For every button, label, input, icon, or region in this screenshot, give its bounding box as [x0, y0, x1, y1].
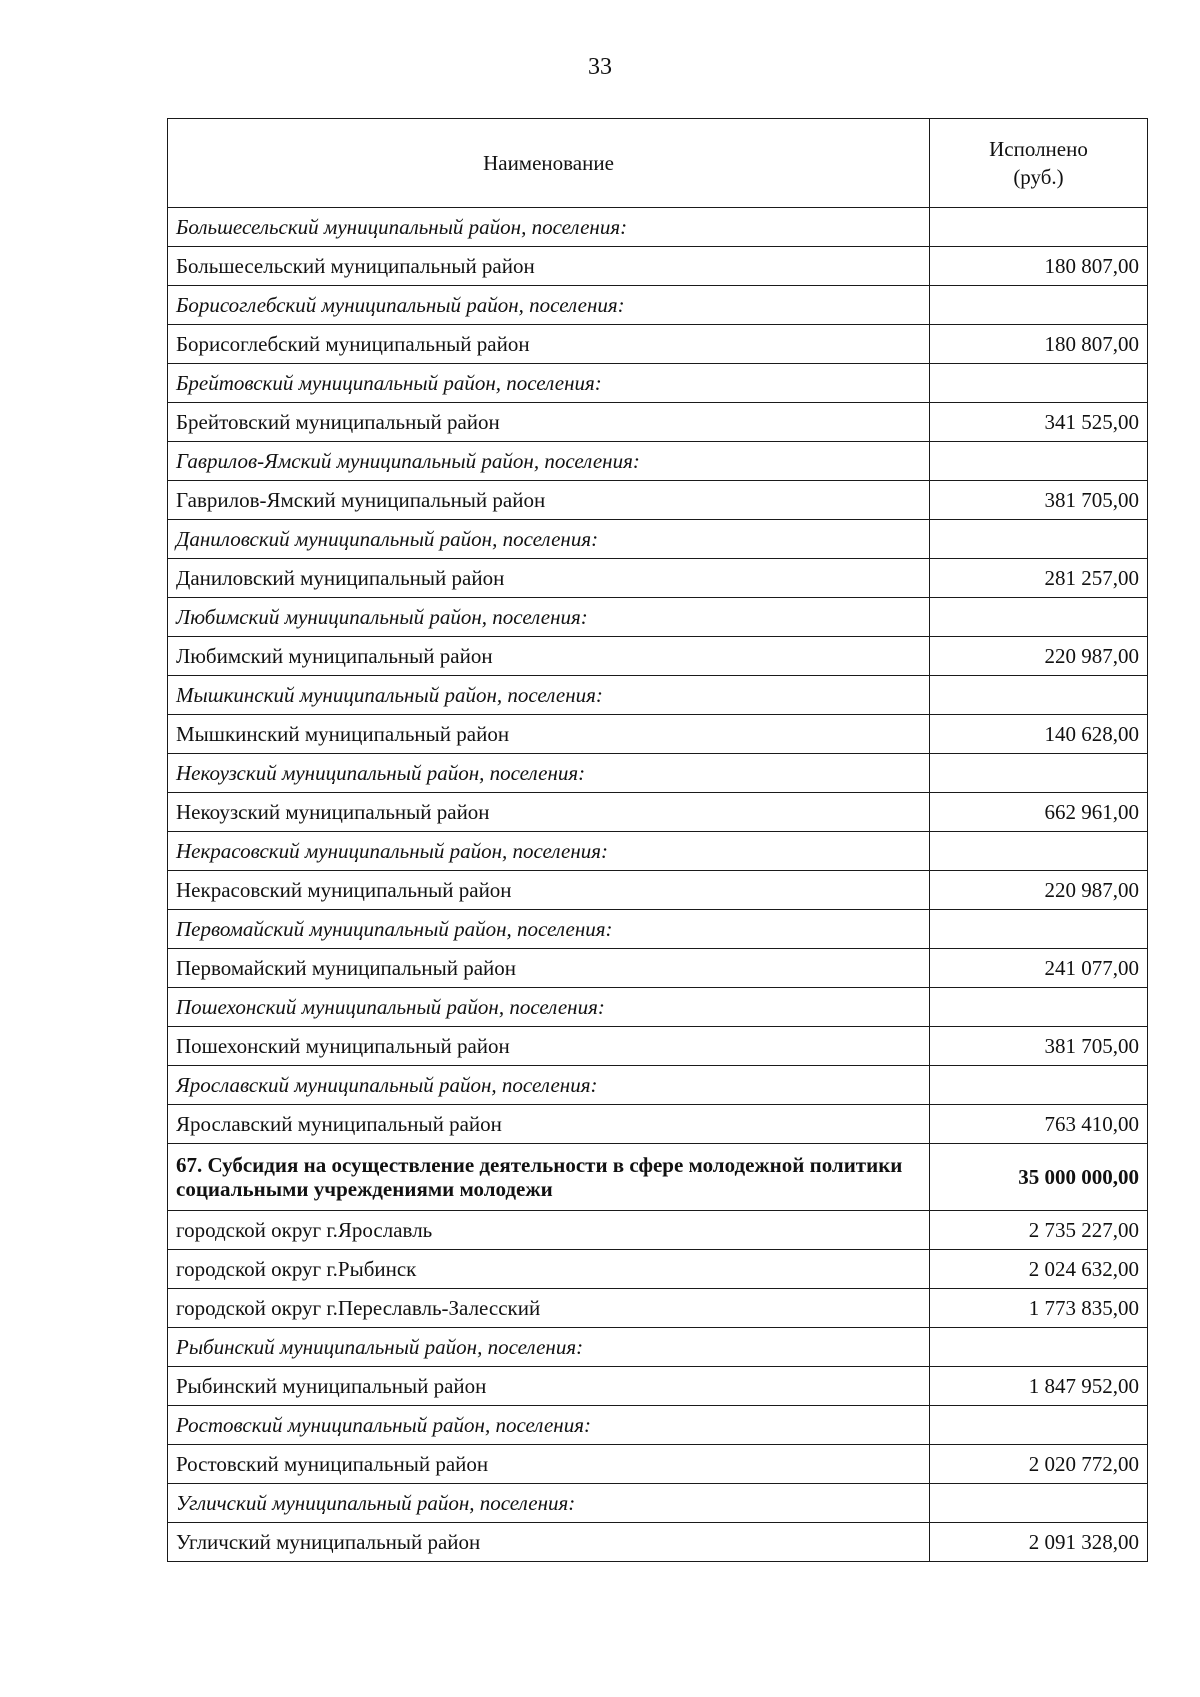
row-value-cell: [930, 208, 1148, 247]
row-name-cell: Брейтовский муниципальный район, поселения:: [168, 364, 930, 403]
table-header-row: [168, 119, 1148, 208]
row-name-cell: Некрасовский муниципальный район: [168, 871, 930, 910]
section-row: [168, 598, 1148, 637]
row-value-cell: 2 735 227,00: [930, 1211, 1148, 1250]
row-name-cell: городской округ г.Переславль-Залесский: [168, 1289, 930, 1328]
row-value-cell: 180 807,00: [930, 247, 1148, 286]
row-name-cell: Первомайский муниципальный район: [168, 949, 930, 988]
row-value-cell: [930, 1484, 1148, 1523]
row-name-cell: Любимский муниципальный район: [168, 637, 930, 676]
row-value-cell: 140 628,00: [930, 715, 1148, 754]
table-row: [168, 1027, 1148, 1066]
row-name-cell: Даниловский муниципальный район, поселения:: [168, 520, 930, 559]
row-value-cell: [930, 1406, 1148, 1445]
row-name-cell: Гаврилов-Ямский муниципальный район: [168, 481, 930, 520]
row-value-cell: 381 705,00: [930, 1027, 1148, 1066]
table-body: [168, 208, 1148, 1562]
table-row: [168, 481, 1148, 520]
section-row: [168, 1066, 1148, 1105]
section-row: [168, 1328, 1148, 1367]
table-row: [168, 1211, 1148, 1250]
row-value-cell: 662 961,00: [930, 793, 1148, 832]
section-row: [168, 910, 1148, 949]
table-row: [168, 559, 1148, 598]
section-row: [168, 208, 1148, 247]
section-row: [168, 676, 1148, 715]
row-name-cell: Первомайский муниципальный район, поселения:: [168, 910, 930, 949]
row-name-cell: Гаврилов-Ямский муниципальный район, поселения:: [168, 442, 930, 481]
row-name-cell: Ярославский муниципальный район: [168, 1105, 930, 1144]
row-name-cell: Ростовский муниципальный район, поселения:: [168, 1406, 930, 1445]
row-value-cell: 763 410,00: [930, 1105, 1148, 1144]
row-name-cell: Рыбинский муниципальный район, поселения:: [168, 1328, 930, 1367]
row-name-cell: Любимский муниципальный район, поселения:: [168, 598, 930, 637]
section-row: [168, 988, 1148, 1027]
table-row: [168, 871, 1148, 910]
table-row: [168, 1289, 1148, 1328]
row-name-cell: Пошехонский муниципальный район: [168, 1027, 930, 1066]
row-name-cell: Большесельский муниципальный район: [168, 247, 930, 286]
row-value-cell: 241 077,00: [930, 949, 1148, 988]
section-row: [168, 754, 1148, 793]
row-name-cell: городской округ г.Рыбинск: [168, 1250, 930, 1289]
row-name-cell: Угличский муниципальный район, поселения:: [168, 1484, 930, 1523]
row-value-cell: [930, 676, 1148, 715]
section-row: [168, 1484, 1148, 1523]
table-row: [168, 1523, 1148, 1562]
section-row: [168, 832, 1148, 871]
budget-execution-table: [167, 118, 1148, 1562]
row-value-cell: 220 987,00: [930, 637, 1148, 676]
row-name-cell: Рыбинский муниципальный район: [168, 1367, 930, 1406]
row-value-cell: 281 257,00: [930, 559, 1148, 598]
section-row: [168, 1406, 1148, 1445]
row-name-cell: Борисоглебский муниципальный район, поселения:: [168, 286, 930, 325]
section-row: [168, 364, 1148, 403]
row-name-cell: Ростовский муниципальный район: [168, 1445, 930, 1484]
table-row: [168, 247, 1148, 286]
header-name: Наименование: [168, 119, 930, 208]
row-name-cell: Большесельский муниципальный район, поселения:: [168, 208, 930, 247]
row-name-cell: Некоузский муниципальный район: [168, 793, 930, 832]
row-value-cell: [930, 286, 1148, 325]
row-name-cell: Мышкинский муниципальный район: [168, 715, 930, 754]
row-name-cell: Даниловский муниципальный район: [168, 559, 930, 598]
row-value-cell: [930, 1066, 1148, 1105]
row-value-cell: 1 773 835,00: [930, 1289, 1148, 1328]
row-name-cell: Некоузский муниципальный район, поселения:: [168, 754, 930, 793]
table-row: [168, 715, 1148, 754]
row-name-cell: 67. Субсидия на осуществление деятельности в сфере молодежной политики социальными учреждениями молодежи: [168, 1144, 930, 1211]
table-row: [168, 325, 1148, 364]
row-value-cell: 2 024 632,00: [930, 1250, 1148, 1289]
row-value-cell: [930, 1328, 1148, 1367]
table-row: [168, 637, 1148, 676]
row-name-cell: Угличский муниципальный район: [168, 1523, 930, 1562]
row-name-cell: Брейтовский муниципальный район: [168, 403, 930, 442]
header-value-line2: (руб.): [1013, 165, 1064, 189]
row-value-cell: 381 705,00: [930, 481, 1148, 520]
table-row: [168, 1367, 1148, 1406]
section-row: [168, 520, 1148, 559]
row-value-cell: 2 091 328,00: [930, 1523, 1148, 1562]
section-row: [168, 442, 1148, 481]
row-value-cell: [930, 598, 1148, 637]
row-name-cell: Борисоглебский муниципальный район: [168, 325, 930, 364]
row-value-cell: [930, 364, 1148, 403]
table-row: [168, 1105, 1148, 1144]
row-name-cell: Некрасовский муниципальный район, поселения:: [168, 832, 930, 871]
table-row: [168, 1445, 1148, 1484]
row-value-cell: 2 020 772,00: [930, 1445, 1148, 1484]
table-row: [168, 403, 1148, 442]
row-value-cell: [930, 832, 1148, 871]
row-value-cell: [930, 910, 1148, 949]
page-number: 33: [588, 54, 612, 80]
row-value-cell: [930, 754, 1148, 793]
row-value-cell: 180 807,00: [930, 325, 1148, 364]
section-row: [168, 286, 1148, 325]
row-value-cell: [930, 520, 1148, 559]
row-value-cell: [930, 988, 1148, 1027]
row-value-cell: 35 000 000,00: [930, 1144, 1148, 1211]
row-name-cell: Ярославский муниципальный район, поселения:: [168, 1066, 930, 1105]
row-name-cell: Мышкинский муниципальный район, поселения:: [168, 676, 930, 715]
row-value-cell: 220 987,00: [930, 871, 1148, 910]
table-row: [168, 1250, 1148, 1289]
row-value-cell: [930, 442, 1148, 481]
header-value: [930, 119, 1148, 208]
table-row: [168, 949, 1148, 988]
table-row: [168, 793, 1148, 832]
row-name-cell: Пошехонский муниципальный район, поселения:: [168, 988, 930, 1027]
subsidy-total-row: [168, 1144, 1148, 1211]
header-value-line1: Исполнено: [989, 137, 1088, 161]
row-name-cell: городской округ г.Ярославль: [168, 1211, 930, 1250]
row-value-cell: 1 847 952,00: [930, 1367, 1148, 1406]
row-value-cell: 341 525,00: [930, 403, 1148, 442]
